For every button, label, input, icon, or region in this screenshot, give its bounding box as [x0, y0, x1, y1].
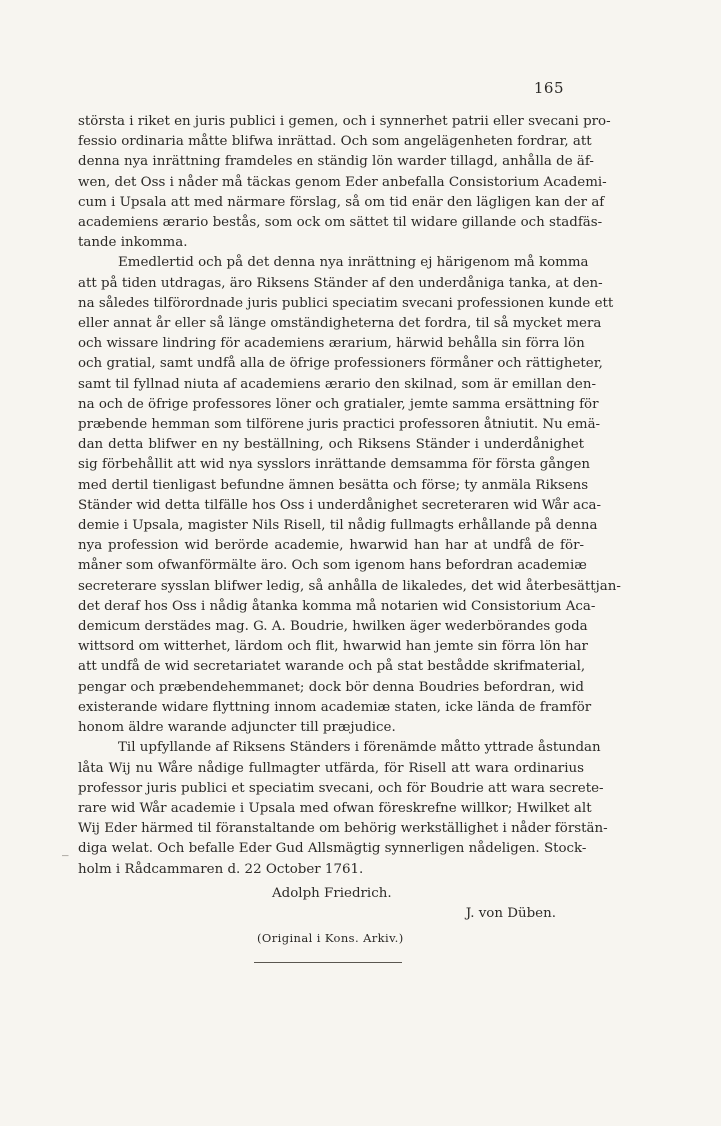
- text-line: Wij Eder härmed til föranstaltande om behörig werkställighet i nåder förstän-: [78, 821, 608, 837]
- text-line: wittsord om witterhet, lärdom och flit, hwarwid han jemte sin förra lön har: [78, 639, 588, 655]
- text-line: och gratial, samt undfå alla de öfrige professioners förmåner och rättigheter,: [78, 356, 603, 372]
- text-line: pengar och præbendehemmanet; dock bör denna Boudries befordran, wid: [78, 679, 584, 695]
- text-line: demie i Upsala, magister Nils Risell, til nådig fullmagts erhållande på denna: [78, 518, 598, 534]
- text-line: academiens ærario bestås, som ock om sättet til widare gillande och stadfäs-: [78, 215, 603, 231]
- text-line: rare wid Wår academie i Upsala med ofwan föreskrefne willkor; Hwilket alt: [78, 800, 592, 816]
- text-line: denna nya inrättning framdeles en ständig lön warder tillagd, anhålla de äf-: [78, 154, 594, 170]
- text-line: secreterare sysslan blifwer ledig, så anhålla de likaledes, det wid återbesättjan-: [78, 578, 621, 594]
- text-line: wen, det Oss i nåder må täckas genom Eder anbefalla Consistorium Academi-: [78, 174, 607, 190]
- text-line: dan detta blifwer en ny beställning, och Riksens Ständer i underdånighet: [78, 437, 584, 453]
- text-line: diga welat. Och befalle Eder Gud Allsmägtig synnerligen nådeligen. Stock-: [78, 841, 587, 857]
- text-line: existerande widare flyttning innom academiæ staten, icke lända de framför: [78, 699, 592, 715]
- text-line: honom äldre warande adjuncter till præjudice.: [78, 720, 396, 736]
- text-line: måner som ofwanförmälte äro. Och som igenom hans befordran academiæ: [78, 558, 587, 574]
- text-line: tande inkomma.: [78, 235, 188, 251]
- divider-rule: [254, 962, 402, 963]
- text-line: holm i Rådcammaren d. 22 October 1761.: [78, 861, 364, 877]
- text-line: sig förbehållit att wid nya sysslors inrättande demsamma för första gången: [78, 457, 591, 473]
- countersignature: J. von Düben.: [465, 906, 556, 921]
- text-line: na och de öfrige professores löner och gratialer, jemte samma ersättning för: [78, 396, 599, 412]
- paragraph-start-line: Til upfyllande af Riksens Ständers i förenämde måtto yttrade åstundan: [118, 740, 601, 756]
- text-line: att på tiden utdragas, äro Riksens Ständer af den underdåniga tanka, at den-: [78, 275, 603, 291]
- text-line: Ständer wid detta tilfälle hos Oss i underdånighet secreteraren wid Wår aca-: [78, 497, 602, 513]
- text-line: cum i Upsala att med närmare förslag, så om tid enär den lägligen kan der af: [78, 194, 605, 210]
- text-line: na således tilförordnade juris publici speciatim svecani professionen kunde ett: [78, 295, 614, 311]
- text-line: med dertil tienligast befundne ämnen besätta och förse; ty anmäla Riksens: [78, 477, 589, 493]
- text-line: det deraf hos Oss i nådig åtanka komma må notarien wid Consistorium Aca-: [78, 598, 596, 614]
- text-line: eller annat år eller så länge omständigheterna det fordra, til så mycket mera: [78, 316, 602, 332]
- text-line: samt til fyllnad niuta af academiens ærario den skilnad, som är emillan den-: [78, 376, 596, 392]
- text-line: fessio ordinaria måtte blifwa inrättad. Och som angelägenheten fordrar, att: [78, 134, 592, 150]
- body-text: [78, 112, 621, 880]
- text-line: största i riket en juris publici i gemen, och i synnerhet patrii eller svecani pro-: [78, 114, 611, 129]
- text-line: låta Wij nu Wåre nådige fullmagter utfärda, för Risell att wara ordinarius: [78, 760, 584, 776]
- margin-mark: _: [62, 842, 69, 857]
- text-line: demicum derstädes mag. G. A. Boudrie, hwilken äger wederbörandes goda: [78, 619, 588, 635]
- paragraph-start-line: Emedlertid och på det denna nya inrättning ej härigenom må komma: [118, 255, 589, 271]
- text-line: nya profession wid berörde academie, hwarwid han har at undfå de för-: [78, 538, 584, 554]
- source-note: (Original i Kons. Arkiv.): [257, 931, 404, 945]
- text-line: att undfå de wid secretariatet warande och på stat bestådde skrifmaterial,: [78, 659, 586, 675]
- page-number: 165: [533, 79, 564, 97]
- text-line: præbende hemman som tilförene juris practici professoren åtniutit. Nu emä-: [78, 417, 601, 433]
- text-line: professor juris publici et speciatim svecani, och för Boudrie att wara secrete-: [78, 780, 604, 796]
- text-line: och wissare lindring för academiens ærarium, härwid behålla sin förra lön: [78, 336, 585, 352]
- royal-signature: Adolph Friedrich.: [272, 886, 392, 901]
